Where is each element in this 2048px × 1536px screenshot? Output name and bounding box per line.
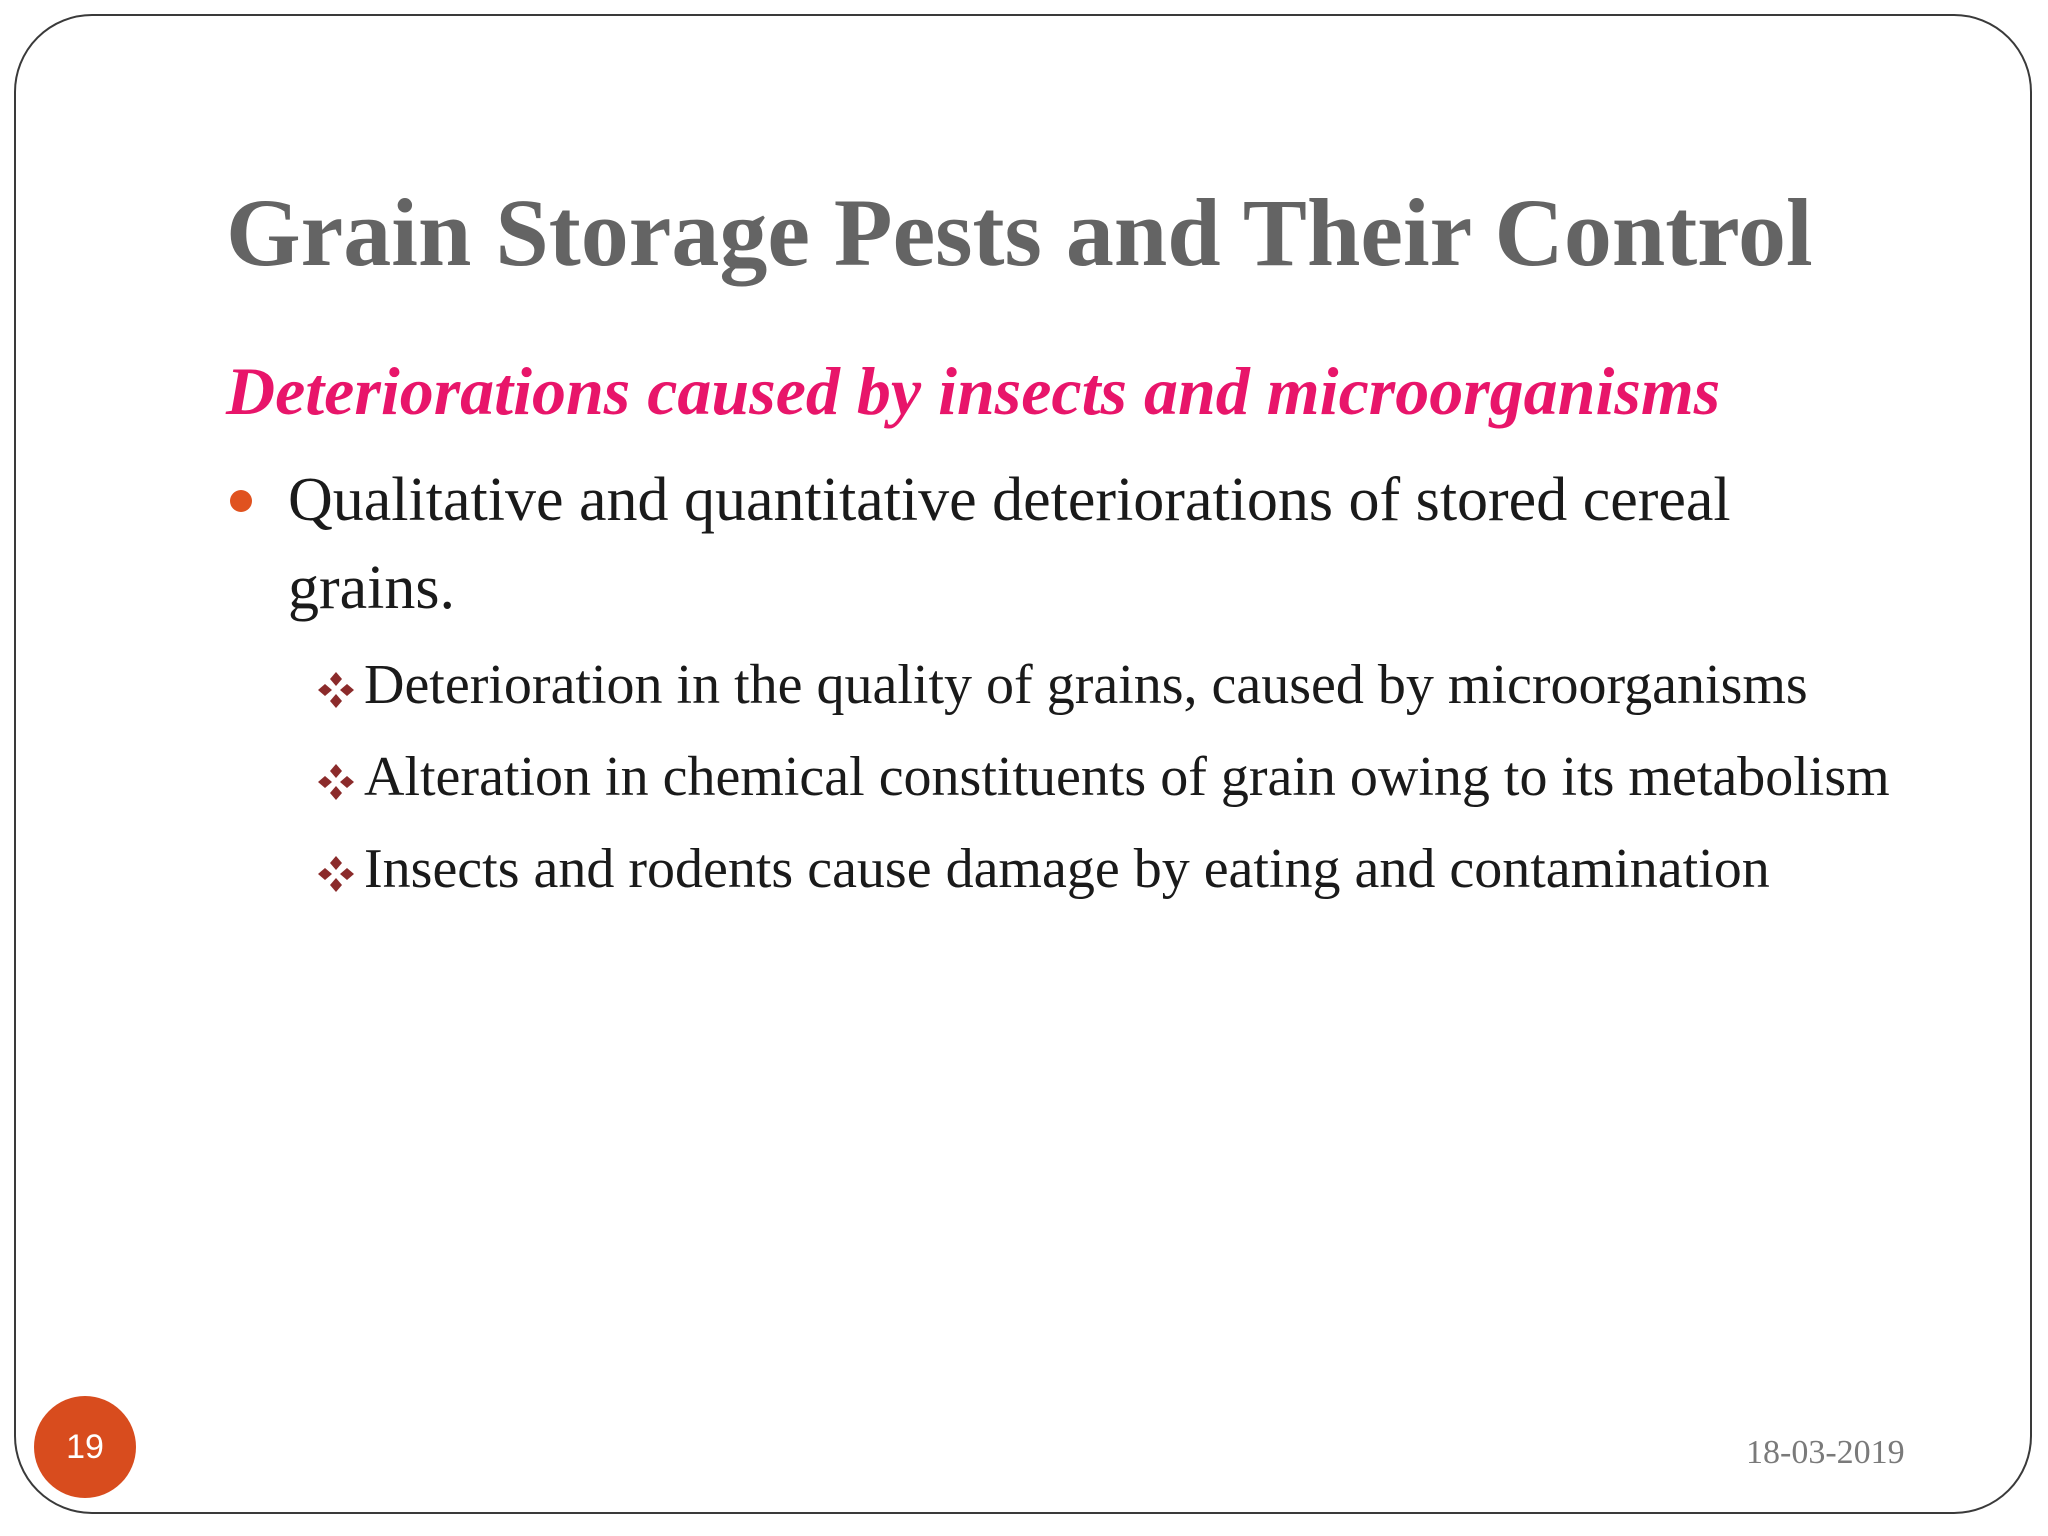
page-number-badge: 19 bbox=[34, 1396, 136, 1498]
sub-bullet-list bbox=[316, 644, 1940, 920]
sub-bullet-text: Insects and rodents cause damage by eating and contamination bbox=[364, 838, 1770, 900]
slide-date: 18-03-2019 bbox=[1746, 1434, 1905, 1471]
slide-subtitle: Deteriorations caused by insects and microorganisms bbox=[226, 353, 1721, 429]
sub-bullet-text: Deterioration in the quality of grains, caused by microorganisms bbox=[364, 654, 1808, 716]
main-bullet-text: Qualitative and quantitative deteriorations of stored cereal grains. bbox=[288, 466, 1731, 622]
sub-bullet-item bbox=[316, 644, 1940, 726]
sub-bullet-item bbox=[316, 828, 1940, 910]
slide-title: Grain Storage Pests and Their Control bbox=[226, 179, 1813, 286]
bullet-dot-icon bbox=[230, 490, 252, 512]
four-diamond-icon bbox=[316, 762, 356, 802]
four-diamond-icon bbox=[316, 670, 356, 710]
sub-bullet-item bbox=[316, 736, 1940, 818]
sub-bullet-text: Alteration in chemical constituents of grain owing to its metabolism bbox=[364, 746, 1890, 808]
four-diamond-icon bbox=[316, 854, 356, 894]
slide bbox=[14, 14, 2032, 1514]
